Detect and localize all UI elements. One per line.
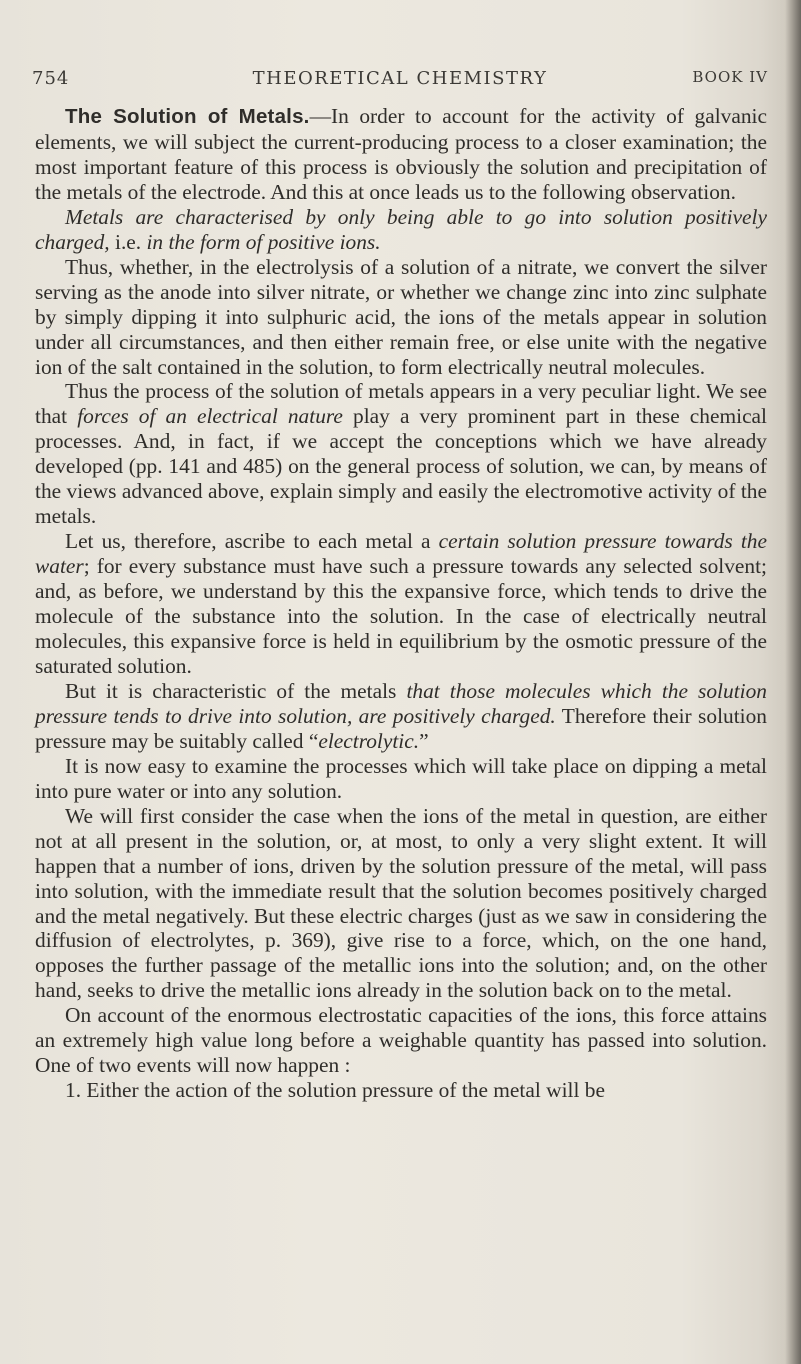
book-label: BOOK IV bbox=[692, 68, 768, 86]
section-title: The Solution of Metals. bbox=[65, 105, 310, 128]
p5-text-a: Let us, therefore, ascribe to each metal a bbox=[65, 529, 439, 554]
p4-text-a: Thus the process of the solution of metals appears in a very peculiar light. We see that bbox=[35, 379, 767, 429]
p6-text-a: But it is characteristic of the metals bbox=[65, 678, 407, 703]
p5-text-b: ; for every substance must have such a pressure towards any selected solvent; and, as before, we understand by this the expansive force, which tends to drive the molecule of the substance into the solution. In the case of electrically neutral molecules, this expansive force is held in equilibrium by the osmotic pressure of the saturated solution. bbox=[35, 554, 767, 678]
intro-text: —In order to account for the activity of galvanic elements, we will subject the current-producing process to a closer examination; the most important feature of this process is obviously the solution and precipitation of the metals of the electrode. And this at once leads us to the following observation. bbox=[35, 104, 767, 204]
paragraph-8: We will first consider the case when the ions of the metal in question, are either not at all present in the solution, or, at most, to only a very slight extent. It will happen that a number of ions, driven by the solution pressure of the metal, will pass into solution, with the immediate result that the solution becomes positively charged and the metal negatively. But these electric charges (just as we saw in considering the diffusion of electrolytes, p. 369), give rise to a force, which, on the one hand, opposes the further passage of the metallic ions into the solution; and, on the other hand, seeks to drive the metallic ions already in the solution back on to the metal. bbox=[35, 803, 767, 1003]
paragraph-intro bbox=[35, 104, 767, 205]
p6-italic: that those molecules which the solution pressure tends to drive into solution, are positively charged. bbox=[35, 678, 767, 728]
p4-text-b: play a very prominent part in these chemical processes. And, in fact, if we accept the conceptions which we have already developed (pp. 141 and 485) on the general process of solution, we can, by means of the views advanced above, explain simply and easily the electromotive activity of the metals. bbox=[35, 404, 767, 529]
paragraph-statement bbox=[35, 205, 767, 255]
statement-plain-1: i.e. bbox=[109, 229, 147, 254]
p4-italic: forces of an electrical nature bbox=[77, 404, 343, 429]
running-head-title: THEORETICAL CHEMISTRY bbox=[252, 68, 548, 89]
p6-text-b: Therefore their solution pressure may be suitably called “ bbox=[35, 703, 767, 753]
paragraph-10: 1. Either the action of the solution pressure of the metal will be bbox=[65, 1078, 605, 1103]
paragraph-3: Thus, whether, in the electrolysis of a solution of a nitrate, we convert the silver serving as the anode into silver nitrate, or whether we change zinc into zinc sulphate by simply dipping it into sulphuric acid, the ions of the metals appear in solution under all circumstances, and then either remain free, or else unite with the negative ion of the salt contained in the solution, to form electrically neutral molecules. bbox=[35, 254, 767, 379]
page-number: 754 bbox=[32, 68, 70, 89]
p6-text-c: ” bbox=[419, 728, 429, 753]
statement-italic-2: in the form of positive ions. bbox=[146, 229, 381, 254]
body-text bbox=[35, 104, 767, 1103]
paragraph-4 bbox=[35, 379, 767, 529]
paragraph-7: It is now easy to examine the processes which will take place on dipping a metal into pure water or into any solution. bbox=[35, 753, 767, 803]
running-header bbox=[32, 68, 768, 98]
paragraph-6 bbox=[35, 679, 767, 754]
page-binding-edge bbox=[785, 0, 801, 1364]
paragraph-5 bbox=[35, 529, 767, 679]
p6-italic-2: electrolytic. bbox=[318, 728, 420, 753]
paragraph-9: On account of the enormous electrostatic capacities of the ions, this force attains an extremely high value long before a weighable quantity has passed into solution. One of two events will now happen : bbox=[35, 1003, 767, 1078]
p5-italic: certain solution pressure towards the water bbox=[35, 529, 768, 579]
statement-italic-1: Metals are characterised by only being able to go into solution positively charged, bbox=[35, 204, 767, 254]
